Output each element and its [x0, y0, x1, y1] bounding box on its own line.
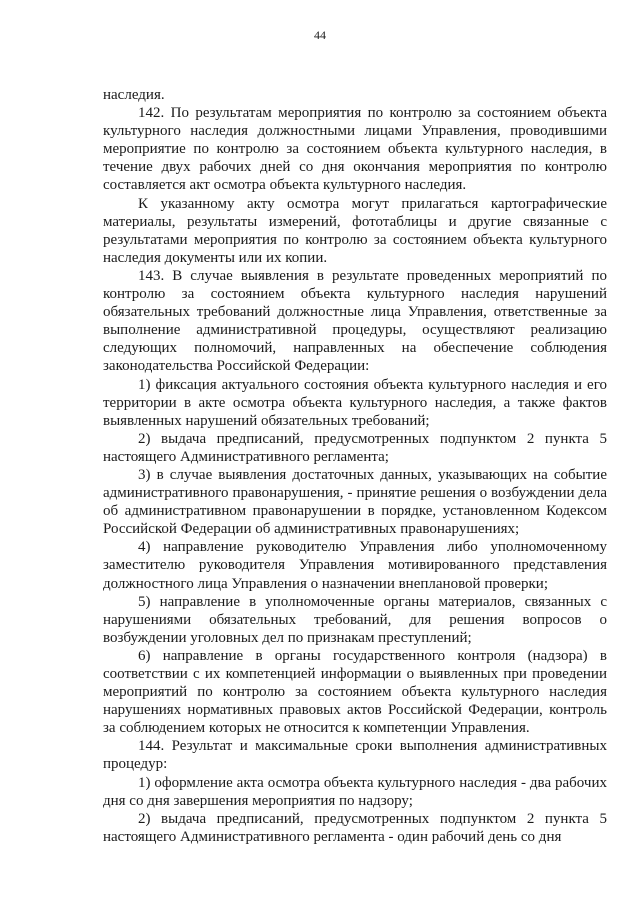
list-item-143-2: 2) выдача предписаний, предусмотренных подпунктом 2 пункта 5 настоящего Административного регламента;	[103, 430, 607, 465]
paragraph-143: 143. В случае выявления в результате проведенных мероприятий по контролю за состоянием объекта культурного наследия нарушений обязательных требований должностные лица Управления, ответственные за выполнение административной процедуры, осуществляют реализацию следующих полномочий, направленных на обеспечение соблюдения законодательства Российской Федерации:	[103, 267, 607, 375]
paragraph-142-attachments: К указанному акту осмотра могут прилагаться картографические материалы, результаты измерений, фототаблицы и другие связанные с результатами мероприятия по контролю за состоянием объекта культурного наследия документы или их копии.	[103, 195, 607, 266]
document-body	[103, 86, 607, 846]
paragraph-144: 144. Результат и максимальные сроки выполнения административных процедур:	[103, 738, 607, 773]
list-item-143-5: 5) направление в уполномоченные органы материалов, связанных с нарушениями обязательных требований, для решения вопросов о возбуждении уголовных дел по признакам преступлений;	[103, 593, 607, 646]
list-item-143-3: 3) в случае выявления достаточных данных, указывающих на событие административного правонарушения, - принятие решения о возбуждении дела об административном правонарушении в порядке, установленном Кодексом Российской Федерации об административных правонарушениях;	[103, 466, 607, 538]
paragraph-142: 142. По результатам мероприятия по контролю за состоянием объекта культурного наследия должностными лицами Управления, проводившими мероприятие по контролю за состоянием объекта культурного наследия, в течение двух рабочих дней со дня окончания мероприятия по контролю составляется акт осмотра объекта культурного наследия.	[103, 105, 607, 194]
list-item-143-6: 6) направление в органы государственного контроля (надзора) в соответствии с их компетенцией информации о выявленных при проведении мероприятий по контролю за состоянием объекта культурного наследия нарушениях нормативных правовых актов Российской Федерации, контроль за соблюдением которых не относится к компетенции Управления.	[103, 647, 607, 737]
page-number: 44	[314, 28, 326, 42]
list-item-143-4: 4) направление руководителю Управления либо уполномоченному заместителю руководителя Управления мотивированного представления должностного лица Управления о назначении внеплановой проверки;	[103, 539, 607, 592]
list-item-143-1: 1) фиксация актуального состояния объекта культурного наследия и его территории в акте осмотра объекта культурного наследия, а также фактов выявленных нарушений обязательных требований;	[103, 376, 607, 429]
paragraph-continuation: наследия.	[103, 87, 165, 103]
list-item-144-1: 1) оформление акта осмотра объекта культурного наследия - два рабочих дня со дня завершения мероприятия по надзору;	[103, 774, 607, 809]
list-item-144-2: 2) выдача предписаний, предусмотренных подпунктом 2 пункта 5 настоящего Административного регламента - один рабочий день со дня	[103, 810, 607, 845]
